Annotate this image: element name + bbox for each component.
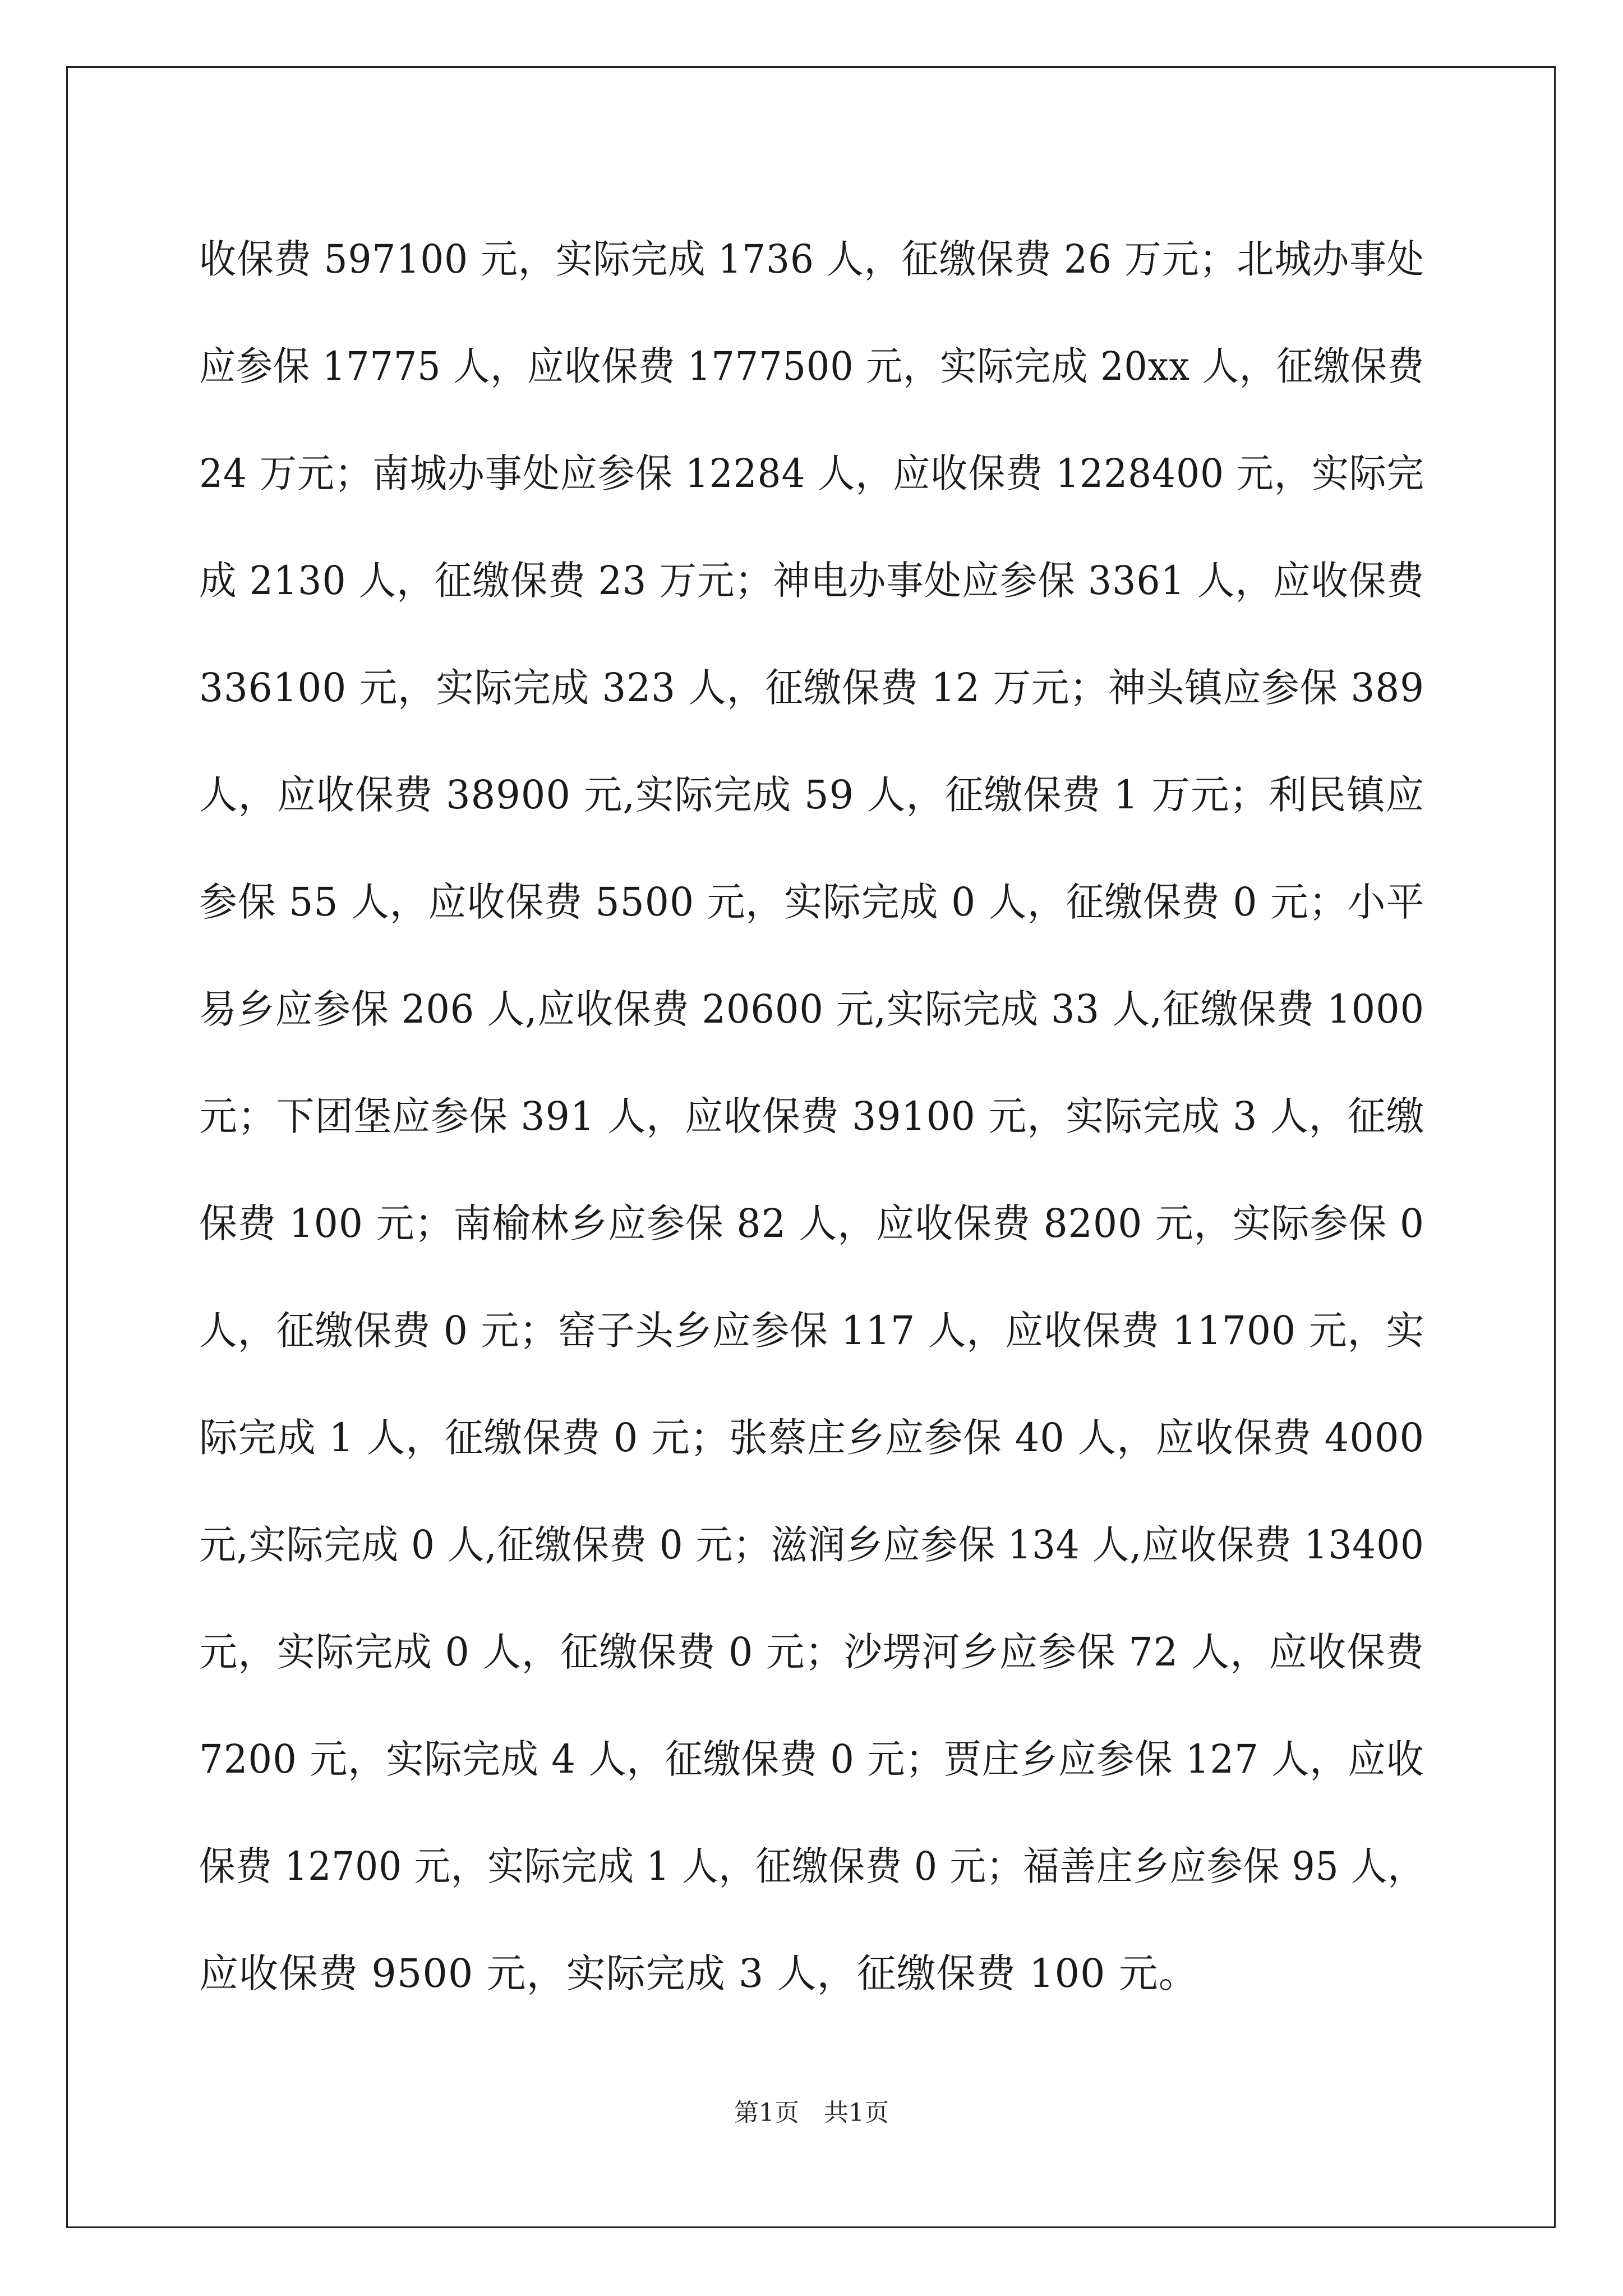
- text-line: 24 万元；南城办事处应参保 12284 人，应收保费 1228400 元，实际完: [199, 450, 1424, 496]
- page-number-footer: 第1页 共1页: [734, 2099, 889, 2127]
- text-line: 元，实际完成 0 人，征缴保费 0 元；沙塄河乡应参保 72 人，应收保费: [199, 1629, 1424, 1675]
- text-line: 际完成 1 人，征缴保费 0 元；张蔡庄乡应参保 40 人，应收保费 4000: [199, 1415, 1425, 1461]
- text-line: 收保费 597100 元，实际完成 1736 人，征缴保费 26 万元；北城办事处: [199, 236, 1424, 282]
- text-line: 336100 元，实际完成 323 人，征缴保费 12 万元；神头镇应参保 389: [199, 665, 1425, 711]
- text-line: 易乡应参保 206 人,应收保费 20600 元,实际完成 33 人,征缴保费 1000: [199, 986, 1425, 1032]
- text-line: 应收保费 9500 元，实际完成 3 人，征缴保费 100 元。: [199, 1950, 1198, 1996]
- text-line: 7200 元，实际完成 4 人，征缴保费 0 元；贾庄乡应参保 127 人，应收: [199, 1736, 1424, 1782]
- text-line: 应参保 17775 人，应收保费 1777500 元，实际完成 20xx 人，征缴保费: [199, 343, 1424, 389]
- text-line: 人，征缴保费 0 元；窑子头乡应参保 117 人，应收保费 11700 元，实: [199, 1308, 1425, 1354]
- text-line: 参保 55 人，应收保费 5500 元，实际完成 0 人，征缴保费 0 元；小平: [199, 879, 1425, 925]
- text-line: 元；下团堡应参保 391 人，应收保费 39100 元，实际完成 3 人，征缴: [199, 1093, 1425, 1139]
- text-line: 元,实际完成 0 人,征缴保费 0 元；滋润乡应参保 134 人,应收保费 13400: [199, 1522, 1424, 1568]
- text-line: 成 2130 人，征缴保费 23 万元；神电办事处应参保 3361 人，应收保费: [199, 558, 1424, 604]
- text-line: 保费 100 元；南榆林乡应参保 82 人，应收保费 8200 元，实际参保 0: [199, 1200, 1425, 1246]
- text-line: 保费 12700 元，实际完成 1 人，征缴保费 0 元；福善庄乡应参保 95 人，: [199, 1843, 1424, 1889]
- text-line: 人，应收保费 38900 元,实际完成 59 人，征缴保费 1 万元；利民镇应: [199, 772, 1425, 818]
